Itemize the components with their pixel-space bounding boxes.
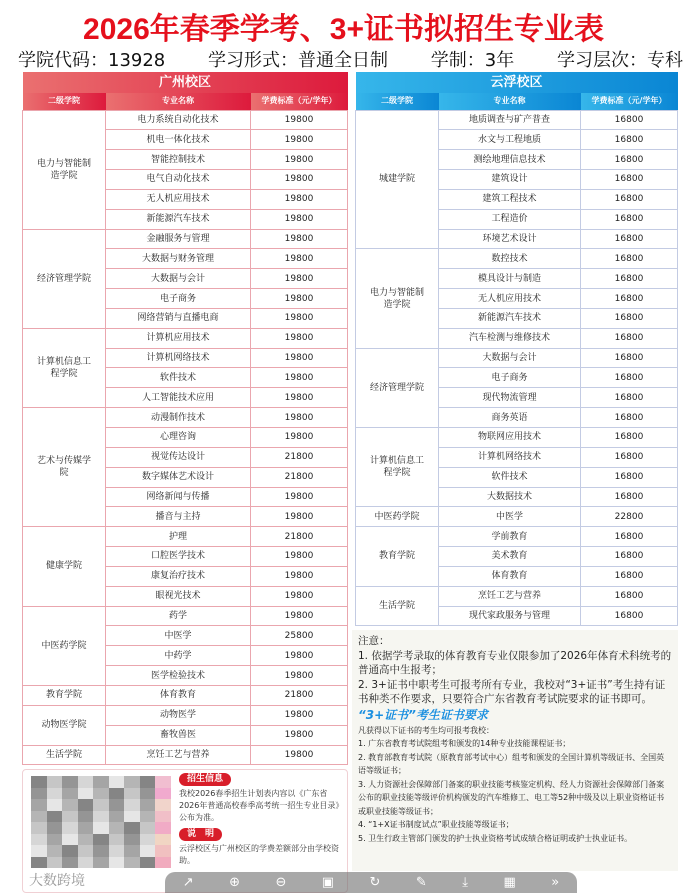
notes-panel [352, 630, 678, 871]
table-row [356, 249, 678, 269]
qr-pixel [155, 834, 171, 846]
fee-cell: 19800 [251, 348, 348, 368]
major-cell: 建筑设计 [439, 170, 581, 190]
qr-pixel [78, 776, 94, 788]
col-major: 专业名称 [439, 93, 581, 110]
major-cell: 地质调查与矿产普查 [439, 110, 581, 130]
qr-pixel [109, 799, 125, 811]
major-cell: 中医学 [439, 507, 581, 527]
college-cell: 健康学院 [23, 527, 106, 606]
qr-pixel [62, 822, 78, 834]
qr-pixel [155, 845, 171, 857]
fee-cell: 19800 [251, 666, 348, 686]
fee-cell: 16800 [581, 269, 678, 289]
major-cell: 水文与工程地质 [439, 130, 581, 150]
fee-cell: 19800 [251, 269, 348, 289]
college-cell: 电力与智能制造学院 [23, 110, 106, 229]
major-cell: 环境艺术设计 [439, 229, 581, 249]
image-viewer-toolbar [165, 872, 577, 893]
table-row [23, 606, 348, 626]
qr-pixel [124, 788, 140, 800]
qr-pixel [109, 811, 125, 823]
fee-cell: 16800 [581, 428, 678, 448]
zoom-in-icon[interactable]: ⊕ [229, 875, 240, 890]
major-cell: 软件技术 [106, 368, 251, 388]
fee-cell: 16800 [581, 170, 678, 190]
college-cell: 动物医学院 [23, 705, 106, 745]
qr-pixel [47, 834, 63, 846]
fee-cell: 19800 [251, 408, 348, 428]
fee-cell: 19800 [251, 249, 348, 269]
fee-cell: 19800 [251, 110, 348, 130]
fee-cell: 16800 [581, 348, 678, 368]
qr-pixel [31, 834, 47, 846]
qr-pixel [155, 822, 171, 834]
fee-cell: 16800 [581, 150, 678, 170]
major-cell: 建筑工程技术 [439, 189, 581, 209]
qr-code-image [31, 776, 171, 868]
qr-pixel [78, 822, 94, 834]
major-cell: 电气自动化技术 [106, 170, 251, 190]
major-cell: 现代家政服务与管理 [439, 606, 581, 626]
major-cell: 康复治疗技术 [106, 566, 251, 586]
major-cell: 口腔医学技术 [106, 547, 251, 567]
college-cell: 艺术与传媒学院 [23, 408, 106, 527]
fee-cell: 16800 [581, 110, 678, 130]
page-title: 2026年春季学考、3+证书拟招生专业表 [83, 13, 604, 46]
edit-icon[interactable]: ✎ [415, 875, 427, 890]
qr-pixel [78, 845, 94, 857]
fee-cell: 19800 [251, 646, 348, 666]
major-cell: 中药学 [106, 646, 251, 666]
qr-pixel [109, 788, 125, 800]
table-row [23, 527, 348, 547]
major-cell: 测绘地理信息技术 [439, 150, 581, 170]
guangzhou-table [22, 72, 348, 765]
qr-pixel [140, 788, 156, 800]
fee-cell: 16800 [581, 606, 678, 626]
major-cell: 网络营销与直播电商 [106, 308, 251, 328]
table-row [356, 507, 678, 527]
fee-cell: 21800 [251, 447, 348, 467]
col-major: 专业名称 [106, 93, 251, 110]
qr-pixel [31, 811, 47, 823]
major-cell: 网络新闻与传播 [106, 487, 251, 507]
qr-pixel [31, 776, 47, 788]
requirement-item: 1. 广东省教育考试院组考和颁发的14种专业技能课程证书； [358, 739, 571, 748]
qr-pixel [62, 845, 78, 857]
major-cell: 电子商务 [106, 289, 251, 309]
table-row [356, 527, 678, 547]
college-cell: 教育学院 [356, 527, 439, 587]
qr-pixel [47, 857, 63, 869]
major-cell: 护理 [106, 527, 251, 547]
qr-pixel [78, 857, 94, 869]
fee-cell: 16800 [581, 209, 678, 229]
qr-pixel [31, 799, 47, 811]
table-row [23, 745, 348, 765]
qr-pixel [124, 845, 140, 857]
fee-cell: 19800 [251, 170, 348, 190]
fee-cell: 19800 [251, 547, 348, 567]
qr-pixel [93, 788, 109, 800]
qr-pixel [124, 799, 140, 811]
qr-pixel [109, 834, 125, 846]
major-cell: 工程造价 [439, 209, 581, 229]
qr-pixel [155, 857, 171, 869]
major-cell: 模具设计与制造 [439, 269, 581, 289]
major-cell: 医学检验技术 [106, 666, 251, 686]
download-icon[interactable]: ⤓ [462, 875, 469, 890]
qr-pixel [47, 799, 63, 811]
fee-cell: 16800 [581, 289, 678, 309]
qr-pixel [109, 845, 125, 857]
study-level: 学习层次：专科 [556, 50, 683, 71]
school-code: 学院代码：13928 [18, 50, 166, 71]
major-cell: 数字媒体艺术设计 [106, 467, 251, 487]
qr-pixel [140, 857, 156, 869]
college-cell: 中医药学院 [23, 606, 106, 685]
fee-cell: 19800 [251, 150, 348, 170]
school-info [18, 46, 683, 72]
share-icon[interactable]: ↗ [182, 875, 194, 890]
college-cell: 教育学院 [23, 685, 106, 705]
college-cell: 计算机信息工程学院 [356, 428, 439, 507]
qr-pixel [62, 857, 78, 869]
college-cell: 城建学院 [356, 110, 439, 249]
major-cell: 商务英语 [439, 408, 581, 428]
qr-pixel [62, 811, 78, 823]
fee-cell: 19800 [251, 289, 348, 309]
fee-cell: 22800 [581, 507, 678, 527]
table-row [23, 705, 348, 725]
study-duration: 学制：3年 [430, 50, 515, 71]
college-cell: 经济管理学院 [23, 229, 106, 328]
qr-pixel [140, 776, 156, 788]
qr-pixel [31, 822, 47, 834]
college-cell: 生活学院 [23, 745, 106, 765]
fee-cell: 21800 [251, 527, 348, 547]
qr-pixel [47, 776, 63, 788]
major-cell: 体育教育 [439, 566, 581, 586]
qr-pixel [140, 799, 156, 811]
fee-cell: 16800 [581, 308, 678, 328]
major-cell: 体育教育 [106, 685, 251, 705]
major-cell: 金融服务与管理 [106, 229, 251, 249]
qr-pixel [140, 845, 156, 857]
qr-pixel [93, 834, 109, 846]
qr-pixel [47, 822, 63, 834]
fee-cell: 16800 [581, 368, 678, 388]
table-row [23, 229, 348, 249]
qr-pixel [62, 799, 78, 811]
major-cell: 大数据技术 [439, 487, 581, 507]
fee-cell: 19800 [251, 388, 348, 408]
major-cell: 电子商务 [439, 368, 581, 388]
major-cell: 药学 [106, 606, 251, 626]
major-cell: 视觉传达设计 [106, 447, 251, 467]
qr-pixel [93, 811, 109, 823]
major-cell: 现代物流管理 [439, 388, 581, 408]
qr-pixel [124, 822, 140, 834]
requirement-item: 4. “1+X证书制度试点”职业技能等级证书； [358, 820, 514, 829]
explain-text: 云浮校区与广州校区的学费差额部分由学校资助。 [179, 844, 339, 865]
fee-cell: 19800 [251, 328, 348, 348]
requirements-intro: 凡获得以下证书的考生均可报考我校： [358, 725, 494, 735]
qr-pixel [109, 822, 125, 834]
qr-pixel [31, 788, 47, 800]
fee-cell: 19800 [251, 507, 348, 527]
major-cell: 中医学 [106, 626, 251, 646]
zoom-out-icon[interactable]: ⊖ [275, 875, 287, 890]
requirement-item: 3. 人力资源社会保障部门备案的职业技能考核鉴定机构、经人力资源社会保障部门备案公布的职业技能等级评价机构颁发的汽车维修工、电工等52种中级及以上职业资格证书或职业技能等级证书； [358, 779, 665, 816]
fee-cell: 16800 [581, 586, 678, 606]
fee-cell: 19800 [251, 130, 348, 150]
qr-pixel [78, 788, 94, 800]
major-cell: 动漫制作技术 [106, 408, 251, 428]
fee-cell: 16800 [581, 487, 678, 507]
fee-cell: 19800 [251, 308, 348, 328]
enroll-info-badge: 招生信息 [179, 773, 231, 786]
fee-cell: 16800 [581, 566, 678, 586]
note-item: 2. 3+证书中职考生可报考所有专业，我校对“3+证书”考生持有证书种类不作要求，只要符合广东省教育考试院要求的证书即可。 [358, 678, 666, 705]
major-cell: 眼视光技术 [106, 586, 251, 606]
col-fee: 学费标准（元/学年） [581, 93, 678, 110]
fit-screen-icon[interactable]: ▣ [321, 875, 335, 890]
enroll-info-text: 我校2026春季招生计划表内容以《广东省2026年普通高校春季高考统一招生专业目录》公布为准。 [179, 789, 344, 822]
major-cell: 畜牧兽医 [106, 725, 251, 745]
fee-cell: 16800 [581, 408, 678, 428]
fee-cell: 19800 [251, 566, 348, 586]
major-cell: 人工智能技术应用 [106, 388, 251, 408]
fee-cell: 16800 [581, 547, 678, 567]
fee-cell: 19800 [251, 229, 348, 249]
qr-pixel [155, 811, 171, 823]
fee-cell: 16800 [581, 249, 678, 269]
fee-cell: 21800 [251, 467, 348, 487]
requirement-item: 2. 教育部教育考试院（原教育部考试中心）组考和颁发的全国计算机等级证书、全国英语等级证书； [358, 752, 665, 775]
campus-title: 广州校区 [23, 72, 348, 93]
major-cell: 计算机网络技术 [439, 447, 581, 467]
major-cell: 心理咨询 [106, 428, 251, 448]
fee-cell: 19800 [251, 705, 348, 725]
college-cell: 中医药学院 [356, 507, 439, 527]
fee-cell: 16800 [581, 130, 678, 150]
qr-pixel [62, 834, 78, 846]
major-cell: 计算机应用技术 [106, 328, 251, 348]
fee-cell: 19800 [251, 428, 348, 448]
requirement-item: 5. 卫生行政主管部门颁发的护士执业资格考试成绩合格证明或护士执业证书。 [358, 833, 633, 843]
campus-title: 云浮校区 [356, 72, 678, 93]
qr-pixel [124, 857, 140, 869]
qr-pixel [78, 799, 94, 811]
fee-cell: 19800 [251, 368, 348, 388]
fee-cell: 19800 [251, 209, 348, 229]
grid-icon[interactable]: ▦ [503, 875, 516, 890]
fee-cell: 16800 [581, 527, 678, 547]
watermark: 大数跨境 [29, 873, 85, 889]
qr-pixel [78, 834, 94, 846]
requirements-title: “3+证书”考生证书要求 [358, 707, 488, 722]
study-form: 学习形式：普通全日制 [208, 50, 389, 71]
col-college: 二级学院 [23, 93, 106, 110]
yunfu-table [355, 72, 678, 626]
major-cell: 汽车检测与维修技术 [439, 328, 581, 348]
qr-pixel [62, 788, 78, 800]
rotate-icon[interactable]: ↻ [369, 875, 381, 890]
fee-cell: 16800 [581, 447, 678, 467]
qr-pixel [109, 776, 125, 788]
major-cell: 物联网应用技术 [439, 428, 581, 448]
major-cell: 播音与主持 [106, 507, 251, 527]
qr-pixel [109, 857, 125, 869]
fee-cell: 25800 [251, 626, 348, 646]
qr-pixel [93, 857, 109, 869]
major-cell: 学前教育 [439, 527, 581, 547]
major-cell: 大数据与会计 [106, 269, 251, 289]
qr-pixel [140, 822, 156, 834]
qr-pixel [47, 788, 63, 800]
note-item: 1. 依据学考录取的体育教育专业仅限参加了2026年体育术科统考的普通高中生报考； [358, 649, 672, 676]
table-row [356, 110, 678, 130]
major-cell: 计算机网络技术 [106, 348, 251, 368]
major-cell: 美术教育 [439, 547, 581, 567]
major-cell: 机电一体化技术 [106, 130, 251, 150]
major-cell: 动物医学 [106, 705, 251, 725]
qr-pixel [47, 845, 63, 857]
fee-cell: 16800 [581, 467, 678, 487]
qr-pixel [78, 811, 94, 823]
fee-cell: 19800 [251, 189, 348, 209]
fee-cell: 19800 [251, 606, 348, 626]
table-row [356, 348, 678, 368]
major-cell: 软件技术 [439, 467, 581, 487]
qr-pixel [93, 799, 109, 811]
major-cell: 烹饪工艺与营养 [106, 745, 251, 765]
qr-pixel [62, 776, 78, 788]
table-row [23, 408, 348, 428]
major-cell: 智能控制技术 [106, 150, 251, 170]
more-icon[interactable]: » [551, 875, 560, 890]
fee-cell: 16800 [581, 388, 678, 408]
qr-pixel [93, 822, 109, 834]
explain-badge: 说 明 [179, 828, 222, 841]
major-cell: 数控技术 [439, 249, 581, 269]
college-cell: 计算机信息工程学院 [23, 328, 106, 407]
table-row [356, 428, 678, 448]
major-cell: 无人机应用技术 [439, 289, 581, 309]
qr-pixel [155, 799, 171, 811]
major-cell: 新能源汽车技术 [439, 308, 581, 328]
col-fee: 学费标准（元/学年） [251, 93, 348, 110]
college-cell: 电力与智能制造学院 [356, 249, 439, 348]
major-cell: 无人机应用技术 [106, 189, 251, 209]
table-row [23, 328, 348, 348]
qr-pixel [155, 776, 171, 788]
qr-pixel [31, 845, 47, 857]
qr-pixel [124, 811, 140, 823]
fee-cell: 19800 [251, 586, 348, 606]
table-row [23, 110, 348, 130]
qr-pixel [31, 857, 47, 869]
fee-cell: 16800 [581, 328, 678, 348]
qr-pixel [140, 834, 156, 846]
college-cell: 生活学院 [356, 586, 439, 626]
major-cell: 大数据与财务管理 [106, 249, 251, 269]
qr-pixel [47, 811, 63, 823]
major-cell: 新能源汽车技术 [106, 209, 251, 229]
qr-pixel [124, 776, 140, 788]
qr-pixel [93, 776, 109, 788]
fee-cell: 21800 [251, 685, 348, 705]
college-cell: 经济管理学院 [356, 348, 439, 427]
qr-pixel [93, 845, 109, 857]
major-cell: 大数据与会计 [439, 348, 581, 368]
fee-cell: 16800 [581, 229, 678, 249]
fee-cell: 19800 [251, 745, 348, 765]
table-row [23, 685, 348, 705]
fee-cell: 19800 [251, 725, 348, 745]
col-college: 二级学院 [356, 93, 439, 110]
fee-cell: 19800 [251, 487, 348, 507]
major-cell: 烹饪工艺与营养 [439, 586, 581, 606]
notes-heading: 注意： [358, 635, 390, 647]
major-cell: 电力系统自动化技术 [106, 110, 251, 130]
qr-pixel [140, 811, 156, 823]
fee-cell: 16800 [581, 189, 678, 209]
qr-pixel [124, 834, 140, 846]
qr-pixel [155, 788, 171, 800]
table-row [356, 586, 678, 606]
